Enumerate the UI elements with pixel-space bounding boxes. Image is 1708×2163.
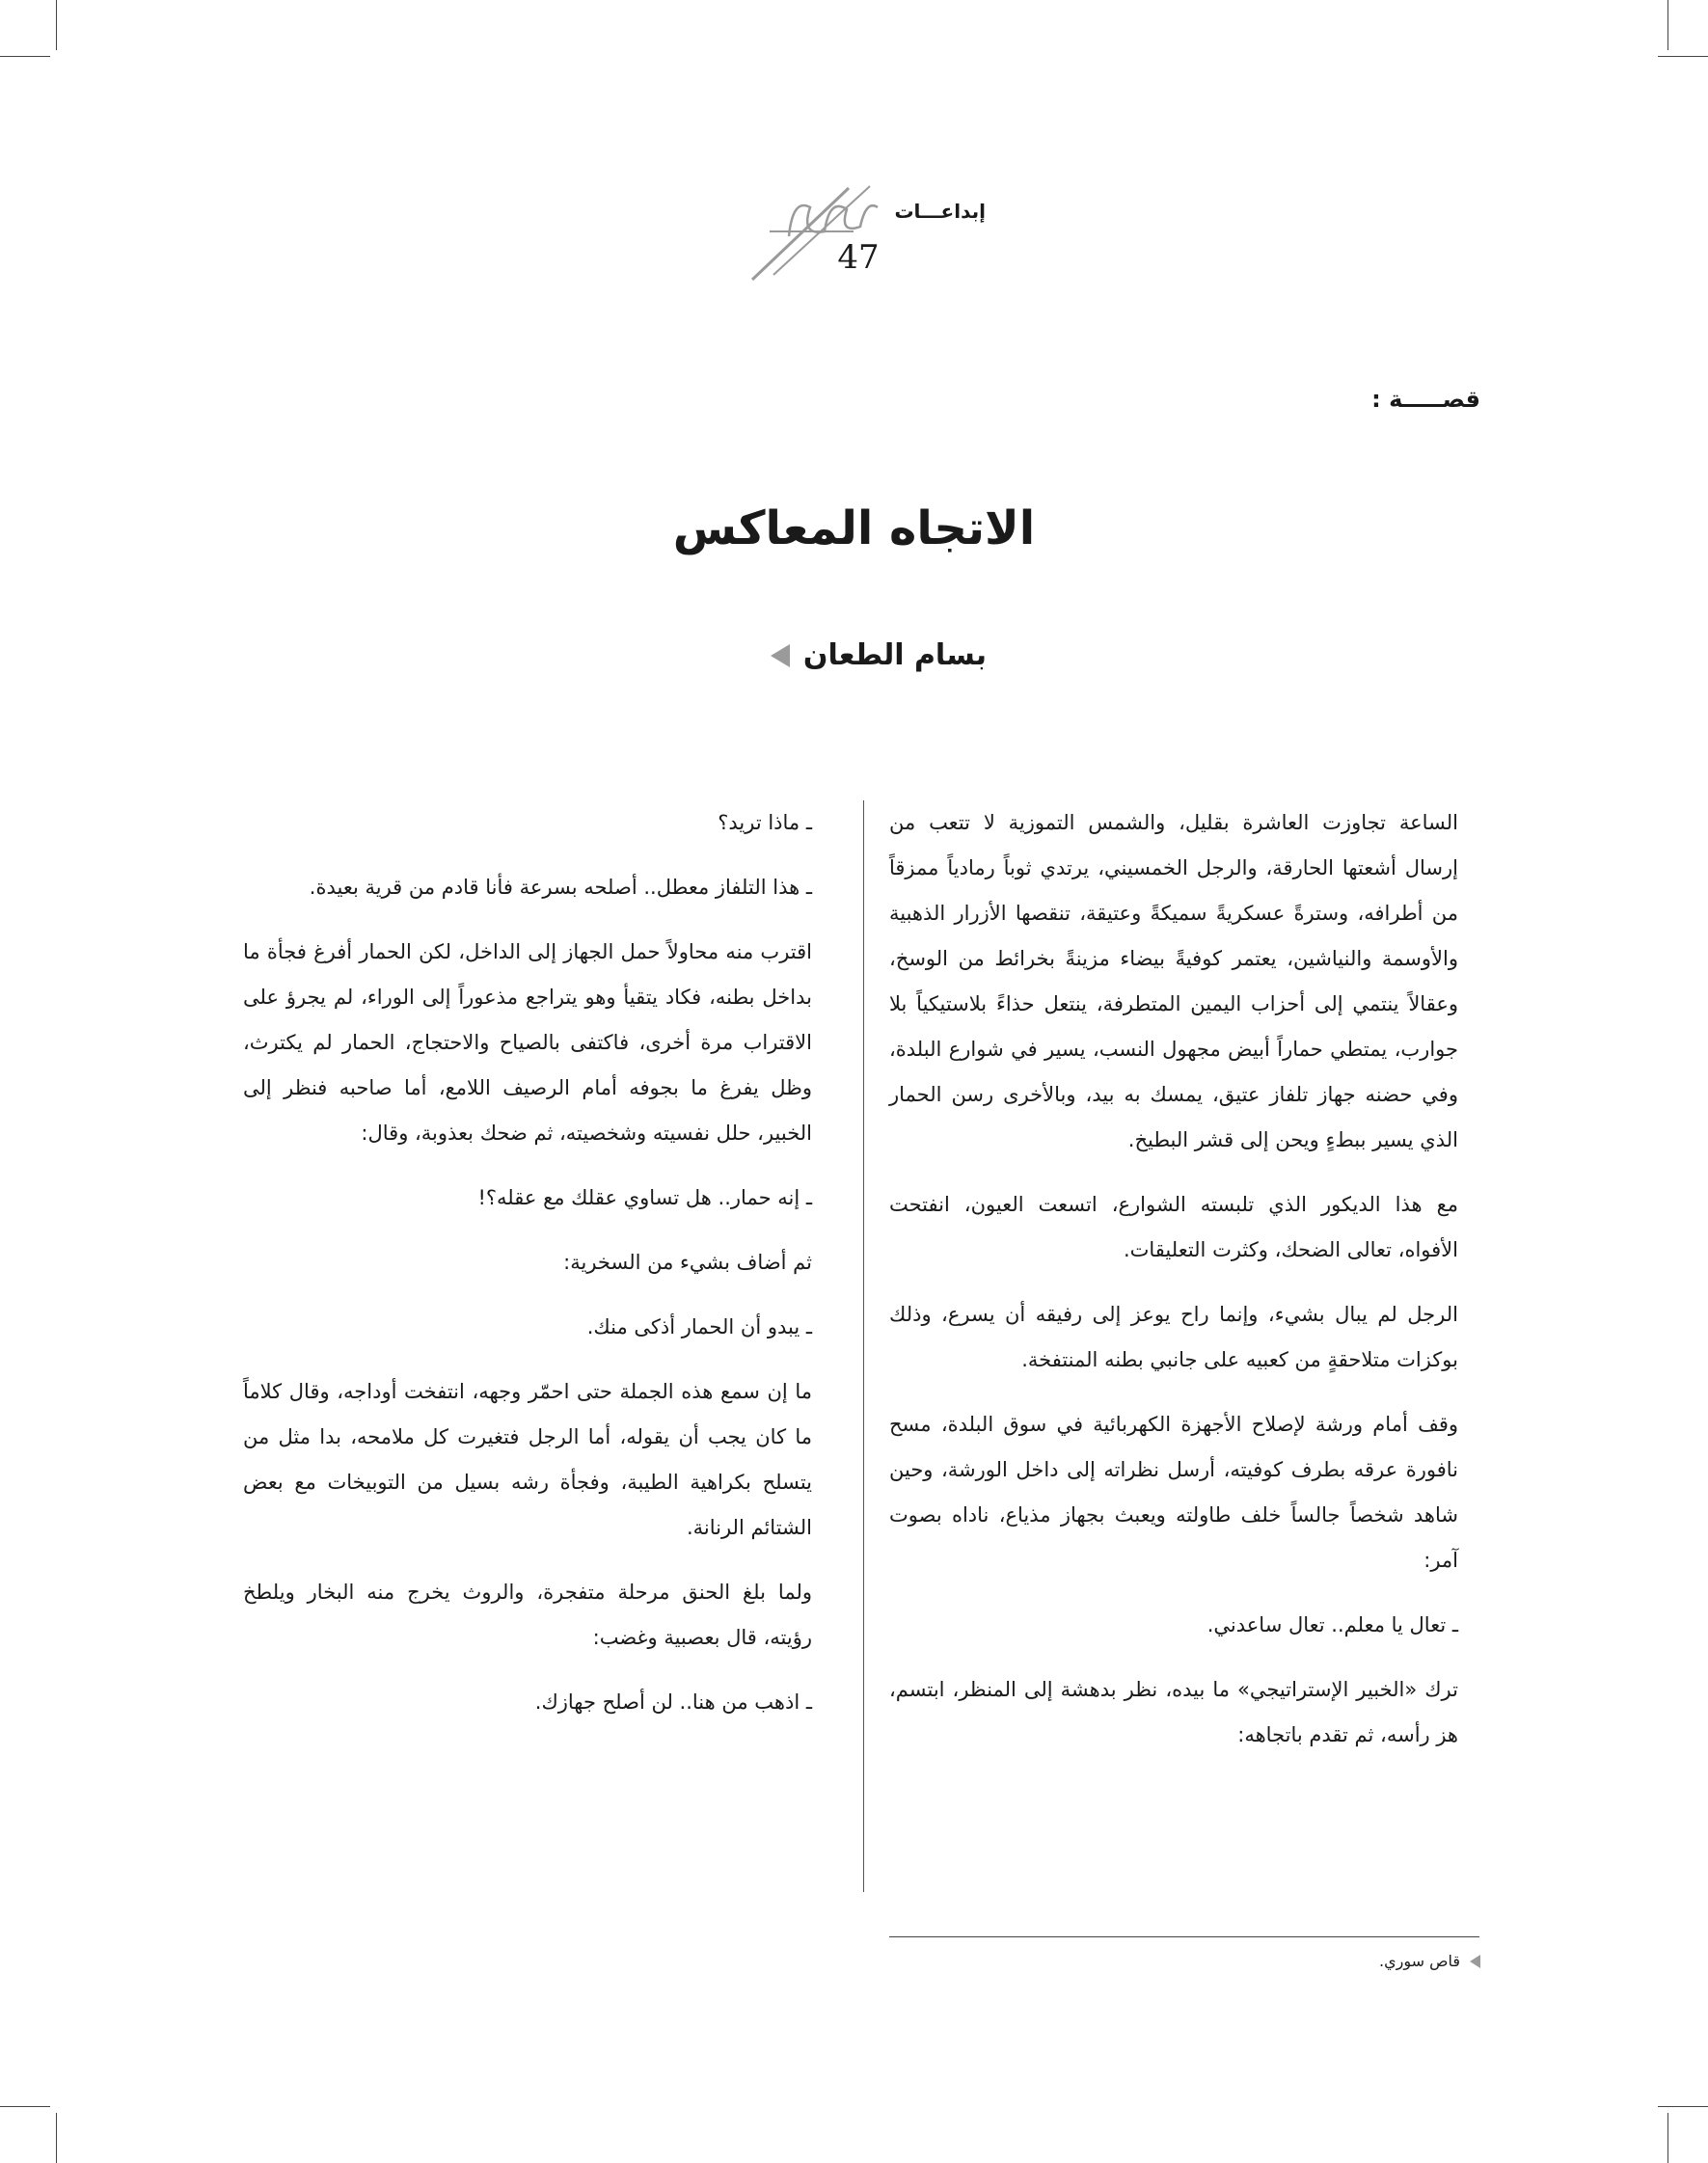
paragraph: اقترب منه محاولاً حمل الجهاز إلى الداخل، لكن الحمار أفرغ فجأة ما بداخل بطنه، فكاد يتقيأ وهو يتراجع مذعوراً إلى الوراء، لم يجرؤ على الاقتراب مرة أخرى، فاكتفى بالصياح والاحتجاج، الحمار لم يكترث، وظل يفرغ ما بجوفه أمام الرصيف اللامع، أما صاحبه فنظر إلى الخبير، حلل نفسيته وشخصيته، ثم ضحك بعذوبة، وقال: (243, 940, 812, 1145)
story-title: الاتجاه المعاكس (672, 501, 1036, 555)
text-column-left (243, 800, 812, 1744)
crop-mark (56, 2113, 57, 2163)
text-column-right (889, 800, 1458, 1777)
paragraph: ثم أضاف بشيء من السخرية: (563, 1251, 812, 1274)
page-number: 47 (837, 238, 880, 277)
paragraph: ـ هذا التلفاز معطل.. أصلحه بسرعة فأنا قادم من قرية بعيدة. (309, 876, 812, 899)
footnote-rule (889, 1936, 1479, 1937)
triangle-pointer-icon (771, 644, 790, 667)
paragraph: ما إن سمع هذه الجملة حتى احمّر وجهه، انتفخت أوداجه، وقال كلاماً ما كان يجب أن يقوله، أما الرجل فتغيرت كل ملامحه، بدا مثل من يتسلح بكراهية الطيبة، وفجأة رشه بسيل من التوبيخات مع بعض الشتائم الرنانة. (243, 1380, 812, 1539)
paragraph: الرجل لم يبال بشيء، وإنما راح يوعز إلى رفيقه أن يسرع، وذلك بوكزات متلاحقةٍ من كعبيه على جانبي بطنه المنتفخة. (889, 1303, 1458, 1371)
section-label: إبداعـــات (894, 200, 986, 223)
paragraph: ولما بلغ الحنق مرحلة متفجرة، والروث يخرج منه البخار ويلطخ رؤيته، قال بعصبية وغضب: (243, 1581, 812, 1649)
author-name: بسام الطعان (802, 638, 987, 672)
running-header (714, 178, 1003, 284)
paragraph: ـ إنه حمار.. هل تساوي عقلك مع عقله؟! (477, 1186, 812, 1209)
crop-mark (1667, 0, 1668, 50)
crop-mark (1658, 56, 1708, 57)
crop-mark (0, 2106, 50, 2107)
paragraph: ـ يبدو أن الحمار أذكى منك. (586, 1315, 812, 1338)
footnote (1379, 1952, 1480, 1970)
crop-mark (0, 56, 50, 57)
crop-mark (1667, 2113, 1668, 2163)
author-line (771, 638, 987, 672)
category-label: قصـــــة : (1371, 386, 1480, 413)
paragraph: الساعة تجاوزت العاشرة بقليل، والشمس التموزية لا تتعب من إرسال أشعتها الحارقة، والرجل الخمسيني، يرتدي ثوباً رمادياً ممزقاً من أطرافه، وسترةً عسكريةً سميكةً وعتيقة، تنقصها الأزرار الذهبية والأوسمة والنياشين، يعتمر كوفيةً بيضاء مزينةً بخرائط من الوسخ، وعقالاً ينتمي إلى أحزاب اليمين المتطرفة، ينتعل حذاءً بلاستيكياً بلا جوارب، يمتطي حماراً أبيض مجهول النسب، يسير في شوارع البلدة، وفي حضنه جهاز تلفاز عتيق، يمسك به بيد، وبالأخرى رسن الحمار الذي يسير ببطءٍ ويحن إلى قشر البطيخ. (889, 811, 1458, 1151)
paragraph: ترك «الخبير الإستراتيجي» ما بيده، نظر بدهشة إلى المنظر، ابتسم، هز رأسه، ثم تقدم باتجاهه: (889, 1678, 1458, 1746)
paragraph: ـ تعال يا معلم.. تعال ساعدني. (1206, 1613, 1458, 1636)
paragraph: وقف أمام ورشة لإصلاح الأجهزة الكهربائية في سوق البلدة، مسح نافورة عرقه بطرف كوفيته، أرسل نظراته إلى داخل الورشة، وحين شاهد شخصاً جالساً خلف طاولته ويعبث بجهاز مذياع، ناداه بصوت آمر: (889, 1413, 1458, 1572)
crop-mark (1658, 2106, 1708, 2107)
crop-mark (56, 0, 57, 50)
paragraph: ـ اذهب من هنا.. لن أصلح جهازك. (534, 1690, 812, 1714)
column-divider (863, 800, 864, 1892)
paragraph: مع هذا الديكور الذي تلبسته الشوارع، اتسعت العيون، انفتحت الأفواه، تعالى الضحك، وكثرت التعليقات. (889, 1193, 1458, 1261)
triangle-pointer-icon (1470, 1955, 1480, 1968)
paragraph: ـ ماذا تريد؟ (718, 811, 812, 834)
footnote-text: قاص سوري. (1379, 1952, 1460, 1970)
